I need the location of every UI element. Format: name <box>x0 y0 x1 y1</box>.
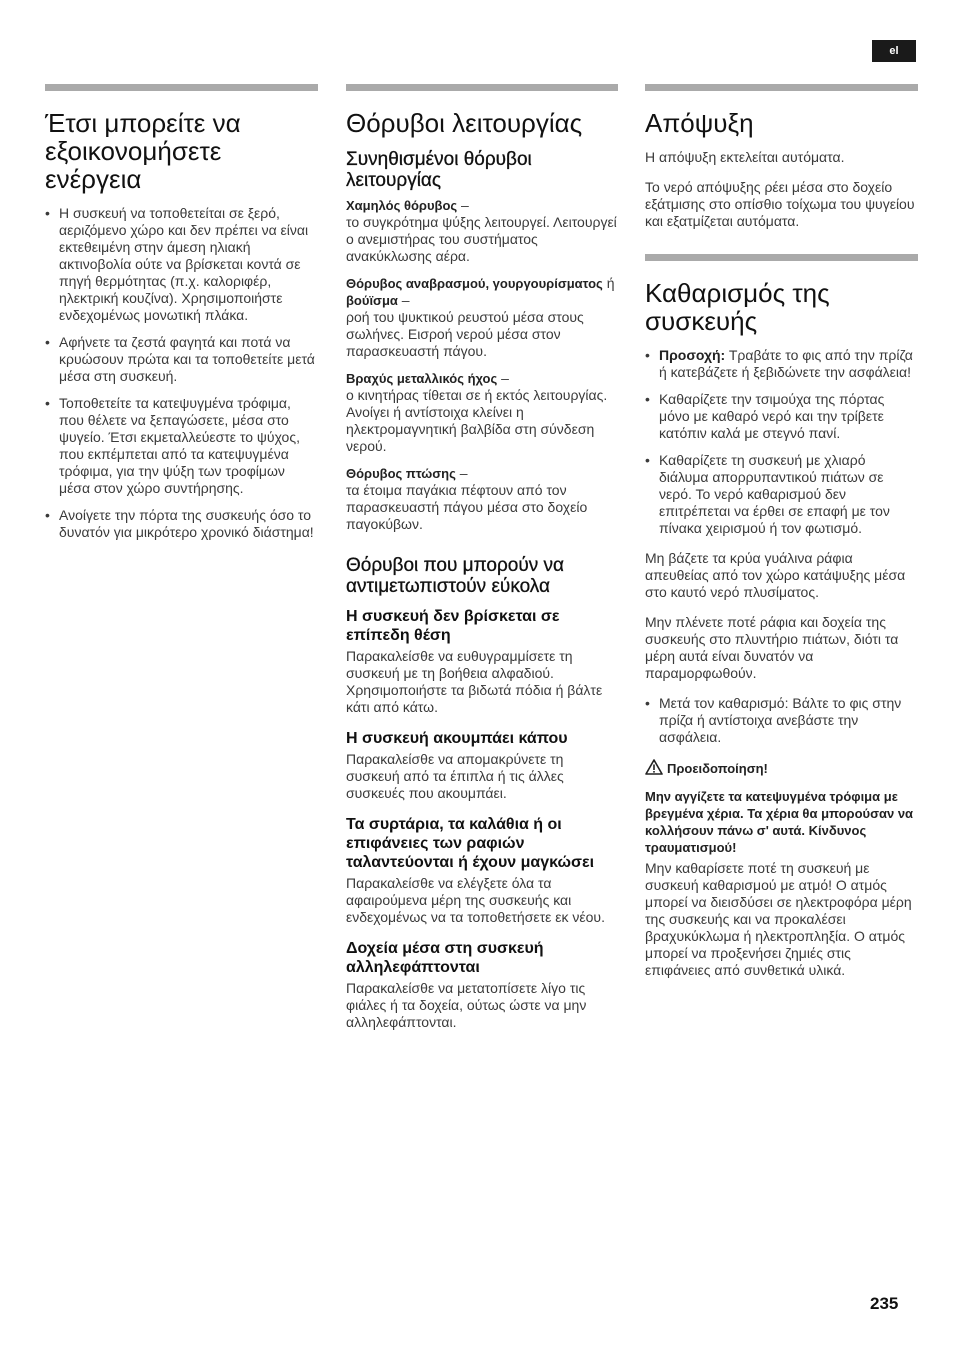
cleaning-title: Καθαρισμός της συσκευής <box>645 278 830 336</box>
cleaning-text: Μη βάζετε τα κρύα γυάλινα ράφια απευθείας από τον χώρο κατάψυξης μέσα στο καυτό νερό πλυσίματος. <box>645 550 906 600</box>
noise-description: ροή του ψυκτικού ρευστού μέσα στους σωλήνες. Εισροή νερού μέσα στον παρασκευαστή πάγου. <box>346 309 584 359</box>
problem-heading: Η συσκευή δεν βρίσκεται σε επίπεδη θέση <box>346 608 560 644</box>
page-number: 235 <box>870 1294 899 1313</box>
list-item: • Καθαρίζετε τη συσκευή με χλιαρό διάλυμα απορρυπαντικού πιάτων σε νερό. Το νερό καθαρισμού δεν επιτρέπεται να έρθει σε επαφή με τον πίνακα χειρισμού ή τον φωτισμό. <box>645 452 918 537</box>
defrost-cleaning-column <box>645 84 918 992</box>
section-rule <box>346 84 618 91</box>
problem-heading: Η συσκευή ακουμπάει κάπου <box>346 730 568 747</box>
noise-description: τα έτοιμα παγάκια πέφτουν από τον παρασκευαστή πάγου μέσα στο δοχείο παγοκύβων. <box>346 482 588 532</box>
operating-noises-column <box>346 84 618 1044</box>
section-rule <box>645 254 918 261</box>
problem-text: Παρακαλείσθε να μετατοπίσετε λίγο τις φιάλες ή τα δοχεία, ούτως ώστε να μην αλληλεφάπτονται. <box>346 980 587 1030</box>
problem-text: Παρακαλείσθε να ευθυγραμμίσετε τη συσκευή με τη βοήθεια αλφαδιού. Χρησιμοποιήστε τα βιδωτά πόδια ή βάλτε κάτι από κάτω. <box>346 648 603 715</box>
warning-triangle-icon <box>645 759 663 778</box>
warning-title: Προειδοποίηση! <box>667 761 768 776</box>
problem-heading: Τα συρτάρια, τα καλάθια ή οι επιφάνειες των ραφιών ταλαντεύονται ή έχουν μαγκώσει <box>346 816 595 871</box>
list-item: • Αφήνετε τα ζεστά φαγητά και ποτά να κρυώσουν πρώτα και τα τοποθετείτε μετά μέσα στη συσκευή. <box>45 334 318 385</box>
warning-heading <box>645 759 918 778</box>
problem-heading: Δοχεία μέσα στη συσκευή αλληλεφάπτονται <box>346 940 544 976</box>
cleaning-list-2 <box>645 695 918 746</box>
list-item: • Η συσκευή να τοποθετείται σε ξερό, αεριζόμενο χώρο και δεν πρέπει να είναι εκτεθειμένη στην άμεση ηλιακή ακτινοβολία ούτε να βρίσκεται κοντά σε πηγή θερμότητας (π.χ. καλοριφέρ, ηλεκτρική κουζίνα). Χρησιμοποιήστε ενδεχομένως μονωτική πλάκα. <box>45 205 318 324</box>
warning-text: Μην καθαρίσετε ποτέ τη συσκευή με συσκευή καθαρισμού με ατμό! Ο ατμός μπορεί να διεισδύσει σε ηλεκτροφόρα μέρη της συσκευής και να προκαλέσει βραχυκύκλωμα ή ηλεκτροπληξία. Ο ατμός μπορεί να προξενήσει ζημιές στις επιφάνειες από συνθετικά υλικά. <box>645 860 912 978</box>
noise-entry: Χαμηλός θόρυβος – το συγκρότημα ψύξης λειτουργεί. Λειτουργεί ο ανεμιστήρας του συστήματος ανακύκλωσης αέρα. <box>346 197 617 264</box>
defrost-text: Το νερό απόψυξης ρέει μέσα στο δοχείο εξάτμισης στο οπίσθιο τοίχωμα του ψυγείου και εξατμίζεται αυτόματα. <box>645 179 915 229</box>
operating-noises-title: Θόρυβοι λειτουργίας <box>346 108 583 138</box>
energy-saving-column <box>45 84 318 554</box>
avoidable-noises-subtitle: Θόρυβοι που μπορούν να αντιμετωπιστούν εύκολα <box>346 555 564 597</box>
list-item: • Ανοίγετε την πόρτα της συσκευής όσο το δυνατόν για μικρότερο χρονικό διάστημα! <box>45 507 318 541</box>
noise-term: Βραχύς μεταλλικός ήχος <box>346 371 498 386</box>
defrost-text: Η απόψυξη εκτελείται αυτόματα. <box>645 149 845 165</box>
noise-description: το συγκρότημα ψύξης λειτουργεί. Λειτουργεί ο ανεμιστήρας του συστήματος ανακύκλωσης αέρα. <box>346 214 617 264</box>
noise-term: βούϊσμα <box>346 293 398 308</box>
list-item: • Τοποθετείτε τα κατεψυγμένα τρόφιμα, που θέλετε να ξεπαγώσετε, μέσα στο ψυγείο. Έτσι εκμεταλλεύεστε το ψύχος, που εκπέμπεται από τα κατεψυγμένα τρόφιμα, για την ψύξη των τροφίμων μέσα στον χώρο συντήρησης. <box>45 395 318 497</box>
warning-bold-text: Μην αγγίζετε τα κατεψυγμένα τρόφιμα με βρεγμένα χέρια. Τα χέρια θα μπορούσαν να κολλήσουν πάνω σ' αυτά. Κίνδυνος τραυματισμού! <box>645 789 914 855</box>
noise-description: ο κινητήρας τίθεται σε ή εκτός λειτουργίας. Ανοίγει ή αντίστοιχα κλείνει η ηλεκτρομαγνητική βαλβίδα στη σύνδεση νερού. <box>346 387 608 454</box>
cleaning-list <box>645 347 918 537</box>
section-rule <box>45 84 318 91</box>
list-item: • Προσοχή: Τραβάτε το φις από την πρίζα ή κατεβάζετε ή ξεβιδώνετε την ασφάλεια! <box>645 347 918 381</box>
noise-term: Χαμηλός θόρυβος <box>346 198 458 213</box>
noise-term: Θόρυβος πτώσης <box>346 466 456 481</box>
noise-entry: Βραχύς μεταλλικός ήχος – ο κινητήρας τίθεται σε ή εκτός λειτουργίας. Ανοίγει ή αντίστοιχα κλείνει η ηλεκτρομαγνητική βαλβίδα στη σύνδεση νερού. <box>346 370 618 455</box>
energy-saving-title: Έτσι μπορείτε να εξοικονομήσετε ενέργεια <box>45 108 241 194</box>
list-item: • Καθαρίζετε την τσιμούχα της πόρτας μόνο με καθαρό νερό και την τρίβετε κατόπιν καλά με στεγνό πανί. <box>645 391 918 442</box>
section-rule <box>645 84 918 91</box>
problem-text: Παρακαλείσθε να απομακρύνετε τη συσκευή από τα έπιπλα ή τις άλλες συσκευές που ακουμπάει. <box>346 751 564 801</box>
normal-noises-subtitle: Συνηθισμένοι θόρυβοι λειτουργίας <box>346 149 532 191</box>
problem-text: Παρακαλείσθε να ελέγξετε όλα τα αφαιρούμενα μέρη της συσκευής και ενδεχομένως να τα τοποθετήσετε εκ νέου. <box>346 875 605 925</box>
noise-entry: Θόρυβος αναβρασμού, γουργουρίσματος ή βούϊσμα – ροή του ψυκτικού ρευστού μέσα στους σωλήνες. Εισροή νερού μέσα στον παρασκευαστή πάγου. <box>346 275 618 360</box>
caution-label: Προσοχή: <box>659 347 726 363</box>
noise-term: Θόρυβος αναβρασμού, γουργουρίσματος <box>346 276 603 291</box>
noise-entry: Θόρυβος πτώσης – τα έτοιμα παγάκια πέφτουν από τον παρασκευαστή πάγου μέσα στο δοχείο παγοκύβων. <box>346 465 618 533</box>
cleaning-text: Μην πλένετε ποτέ ράφια και δοχεία της συσκευής στο πλυντήριο πιάτων, διότι τα μέρη αυτά είναι δυνατόν να παραμορφωθούν. <box>645 614 899 681</box>
energy-tips-list <box>45 205 318 541</box>
language-badge: el <box>872 40 916 62</box>
list-item: • Μετά τον καθαρισμό: Βάλτε το φις στην πρίζα ή αντίστοιχα ανεβάστε την ασφάλεια. <box>645 695 918 746</box>
defrosting-title: Απόψυξη <box>645 108 754 138</box>
